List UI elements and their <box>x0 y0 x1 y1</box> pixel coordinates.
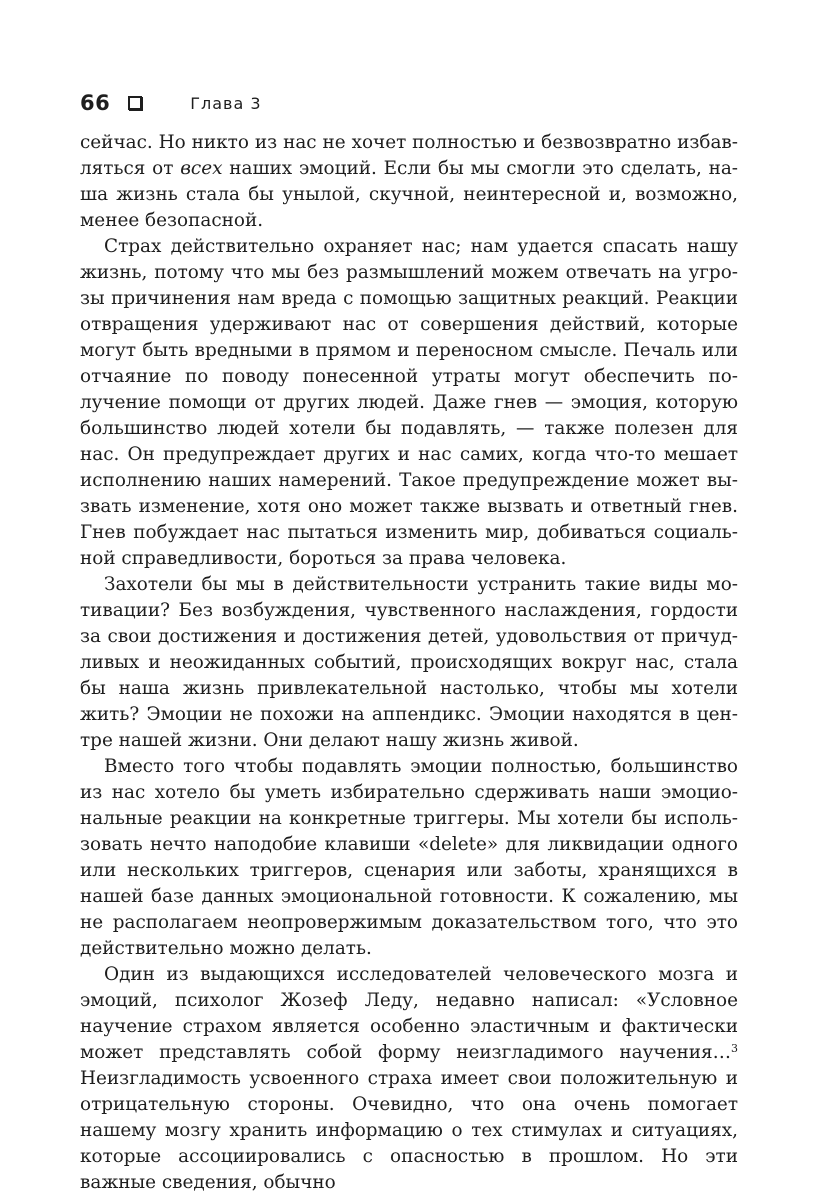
paragraph-1-emphasis: всех <box>180 158 223 179</box>
paragraph-4: Вместо того чтобы подавлять эмоции полностью, большинство из нас хотело бы уметь избирательно сдерживать наши эмоциональные реакции на конкретные триггеры. Мы хотели бы использовать нечто наподобие клавиши «delete» для ликвидации одного или нескольких триггеров, сценария или заботы, хранящихся в нашей базе данных эмоциональной готовности. К сожалению, мы не располагаем неопровержимым доказательством того, что это действительно можно делать. <box>80 756 738 959</box>
running-header <box>80 88 262 118</box>
chapter-title: Глава 3 <box>190 93 262 113</box>
square-bullet-icon <box>128 96 142 110</box>
paragraph-1-text-a: сейчас. Но никто из нас не хочет полностью и безвозвратно избавляться от <box>80 132 738 179</box>
body-text <box>80 130 738 1196</box>
paragraph-5 <box>80 962 738 1196</box>
footnote-reference: 3 <box>731 1042 738 1055</box>
paragraph-5-text-a: Один из выдающихся исследователей человеческого мозга и эмоций, психолог Жозеф Леду, недавно написал: «Условное научение страхом является особенно эластичным и фактически может представлять собой форму неизгладимого научения… <box>80 964 738 1063</box>
paragraph-2: Страх действительно охраняет нас; нам удается спасать нашу жизнь, потому что мы без размышлений можем отвечать на угрозы причинения нам вреда с помощью защитных реакций. Реакции отвращения удерживают нас от совершения действий, которые могут быть вредными в прямом и переносном смысле. Печаль или отчаяние по поводу понесенной утраты могут обеспечить получение помощи от других людей. Даже гнев — эмоция, которую большинство людей хотели бы подавлять, — также полезен для нас. Он предупреждает других и нас самих, когда что-то мешает исполнению наших намерений. Такое предупреждение может вызвать изменение, хотя оно может также вызвать и ответный гнев. Гнев побуждает нас пытаться изменить мир, добиваться социальной справедливости, бороться за права человека. <box>80 236 738 569</box>
paragraph-1-text-b: наших эмоций. Если бы мы смогли это сделать, наша жизнь стала бы унылой, скучной, неинтересной и, возможно, менее безопасной. <box>80 158 739 231</box>
paragraph-1 <box>80 130 738 234</box>
paragraph-3: Захотели бы мы в действительности устранить такие виды мотивации? Без возбуждения, чувственного наслаждения, гордости за свои достижения и достижения детей, удовольствия от причудливых и неожиданных событий, происходящих вокруг нас, стала бы наша жизнь привлекательной настолько, чтобы мы хотели жить? Эмоции не похожи на аппендикс. Эмоции находятся в центре нашей жизни. Они делают нашу жизнь живой. <box>80 574 738 751</box>
page-number: 66 <box>80 91 111 115</box>
paragraph-5-text-b: Неизгладимость усвоенного страха имеет свои положительную и отрицательную стороны. Очевидно, что она очень помогает нашему мозгу хранить информацию о тех стимулах и ситуациях, которые ассоциировались с опасностью в прошлом. Но эти важные сведения, обычно <box>80 1068 738 1193</box>
